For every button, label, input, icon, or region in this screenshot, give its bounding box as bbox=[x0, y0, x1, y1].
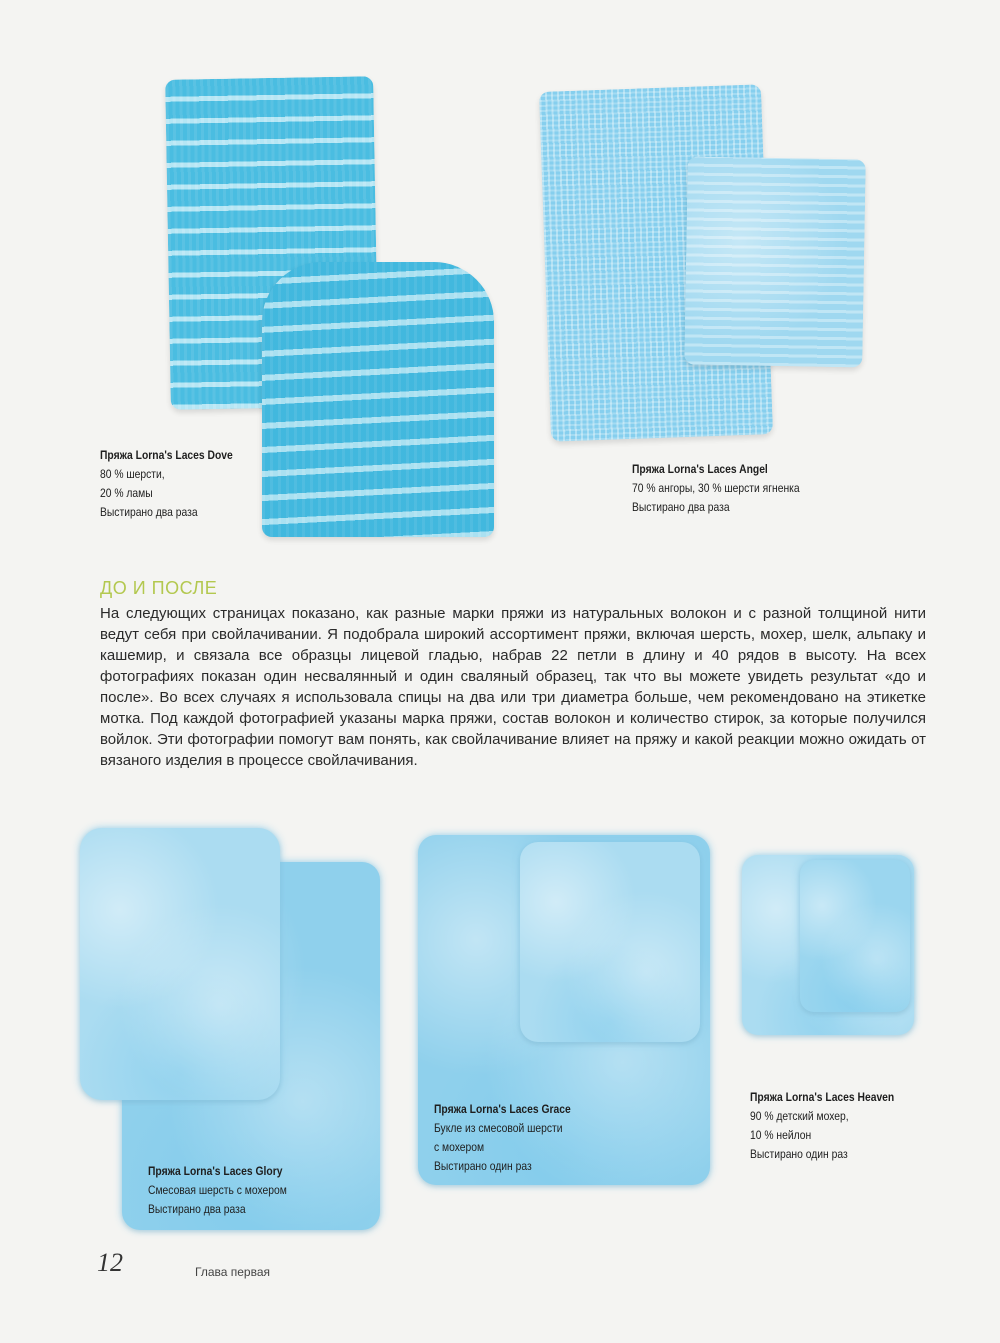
caption-dove-line-1: 80 % шерсти, bbox=[100, 467, 165, 481]
swatch-heaven-felted bbox=[800, 860, 910, 1012]
caption-glory-line-1: Смесовая шерсть с мохером bbox=[148, 1183, 287, 1197]
article-body: На следующих страницах показано, как разные марки пряжи из натуральных волокон и с разной толщиной нити ведут себя при свойлачивании. Я подобрала широкий ассортимент пряжи, включая шерсть, мохер, шелк, альпаку и кашемир, и связала все образцы лицевой гладью, набрав 22 петли в длину и 40 рядов в высоту. На всех фотографиях показан один несвалянный и один сваляный образец, так что вы можете увидеть результат «до и после». Во всех случаях я использовала спицы на два или три диаметра больше, чем рекомендовано на этикетке мотка. Под каждой фотографией указаны марка пряжи, состав волокон и количество стирок, за которые получился войлок. Эти фотографии помогут вам понять, как свойлачивание влияет на пряжу и какой реакции можно ожидать от вязаного изделия в процессе свойлачивания. bbox=[100, 605, 926, 769]
swatch-dove-felted bbox=[262, 262, 494, 537]
caption-grace-line-2: с мохером bbox=[434, 1140, 485, 1154]
caption-dove-name: Пряжа Lorna's Laces Dove bbox=[100, 448, 233, 462]
caption-angel-line-1: 70 % ангоры, 30 % шерсти ягненка bbox=[632, 481, 800, 495]
caption-heaven-line-3: Выстирано один раз bbox=[750, 1147, 848, 1161]
section-heading: ДО И ПОСЛЕ bbox=[100, 578, 218, 598]
caption-glory bbox=[148, 1162, 287, 1219]
swatch-angel-felted bbox=[684, 156, 866, 367]
caption-heaven-line-2: 10 % нейлон bbox=[750, 1128, 812, 1142]
caption-dove bbox=[100, 446, 233, 522]
caption-grace-line-3: Выстирано один раз bbox=[434, 1159, 532, 1173]
caption-dove-line-2: 20 % ламы bbox=[100, 486, 153, 500]
caption-heaven-line-1: 90 % детский мохер, bbox=[750, 1109, 849, 1123]
chapter-title: Глава первая bbox=[195, 1265, 271, 1279]
caption-grace-name: Пряжа Lorna's Laces Grace bbox=[434, 1102, 571, 1116]
caption-glory-name: Пряжа Lorna's Laces Glory bbox=[148, 1164, 283, 1178]
caption-grace-line-1: Букле из смесовой шерсти bbox=[434, 1121, 563, 1135]
caption-dove-line-3: Выстирано два раза bbox=[100, 505, 198, 519]
caption-angel-line-2: Выстирано два раза bbox=[632, 500, 730, 514]
caption-grace bbox=[434, 1100, 571, 1176]
page-number: 12 bbox=[97, 1248, 123, 1277]
caption-angel bbox=[632, 460, 800, 517]
caption-glory-line-2: Выстирано два раза bbox=[148, 1202, 246, 1216]
caption-heaven bbox=[750, 1088, 894, 1164]
caption-angel-name: Пряжа Lorna's Laces Angel bbox=[632, 462, 768, 476]
caption-heaven-name: Пряжа Lorna's Laces Heaven bbox=[750, 1090, 895, 1104]
swatch-grace-felted bbox=[520, 842, 700, 1042]
swatch-glory-felted bbox=[80, 828, 280, 1100]
